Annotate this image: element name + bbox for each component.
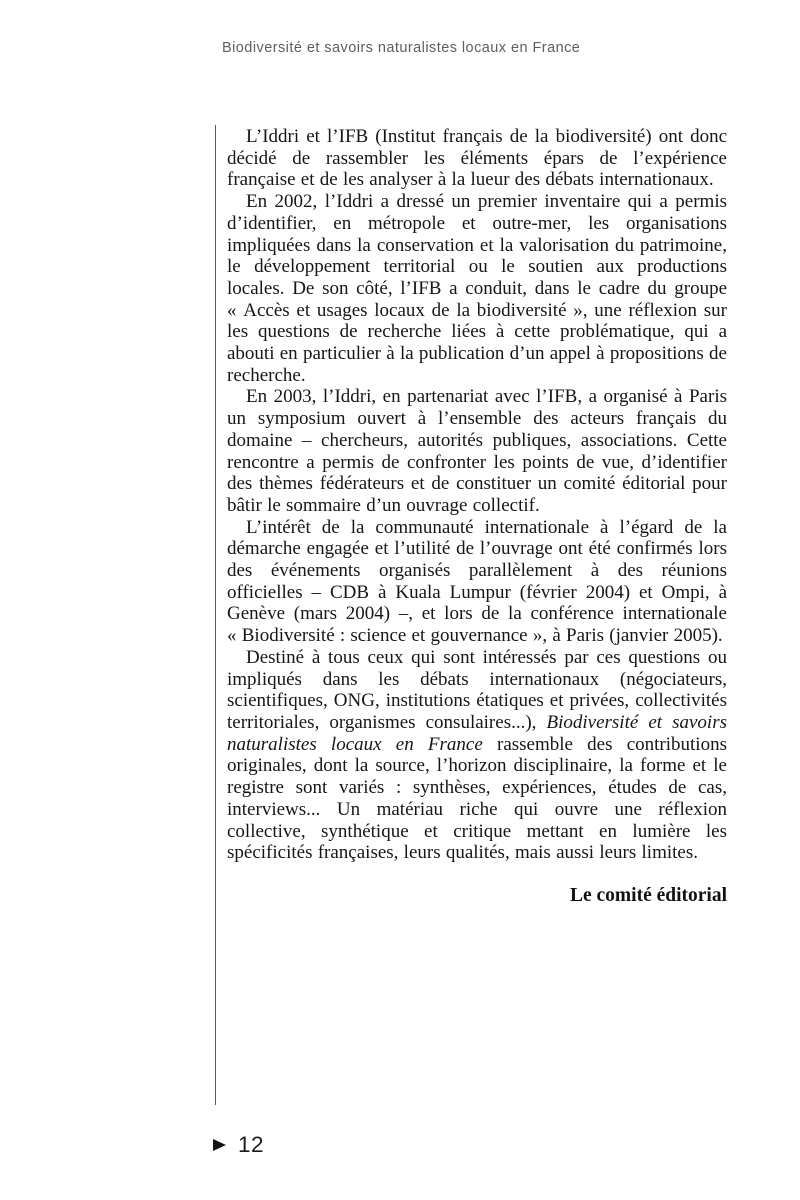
paragraph [227, 386, 727, 516]
page-number: 12 [238, 1132, 265, 1157]
right-triangle-icon [213, 1139, 226, 1151]
paragraph [227, 647, 727, 864]
paragraph [227, 126, 727, 191]
paragraph [227, 517, 727, 647]
page-footer [213, 1132, 264, 1158]
running-header: Biodiversité et savoirs naturalistes locaux en France [222, 40, 581, 56]
paragraph-text: En 2003, l’Iddri, en partenariat avec l’IFB, a organisé à Paris un symposium ouvert à l’ensemble des acteurs français du domaine – chercheurs, autorités publiques, associations. Cette rencontre a permis de confronter les points de vue, d’identifier des thèmes fédérateurs et de constituer un comité éditorial pour bâtir le sommaire d’un ouvrage collectif. [227, 386, 727, 516]
paragraph-text: rassemble des contributions originales, dont la source, l’horizon disciplinaire, la forme et le registre sont variés : synthèses, expériences, études de cas, interviews... Un matériau riche qui ouvre une réflexion collective, synthétique et critique mettant en lumière les spécificités françaises, leurs qualités, mais aussi leurs limites. [227, 733, 727, 864]
page-body [227, 126, 727, 907]
margin-rule [215, 125, 216, 1105]
paragraph-text: L’intérêt de la communauté internationale à l’égard de la démarche engagée et l’utilité de l’ouvrage ont été confirmés lors des événements organisés parallèlement à des réunions officielles – CDB à Kuala Lumpur (février 2004) et Ompi, à Genève (mars 2004) –, et lors de la conférence internationale « Biodiversité : science et gouvernance », à Paris (janvier 2005). [227, 516, 727, 647]
paragraph-text: L’Iddri et l’IFB (Institut français de la biodiversité) ont donc décidé de rassembler les éléments épars de l’expérience française et de les analyser à la lueur des débats internationaux. [227, 126, 727, 191]
book-title-italic: Biodiversité et savoirs naturalistes locaux en France [227, 711, 727, 755]
paragraph-text: Destiné à tous ceux qui sont intéressés par ces questions ou impliqués dans les débats internationaux (négociateurs, scientifiques, ONG, institutions étatiques et privées, collectivités territoriales, organismes consulaires...), [227, 646, 727, 733]
signature: Le comité éditorial [569, 884, 727, 906]
paragraph-container [227, 126, 727, 864]
paragraph-text: En 2002, l’Iddri a dressé un premier inventaire qui a permis d’identifier, en métropole et outre-mer, les organisations impliquées dans la conservation et la valorisation du patrimoine, le développement territorial ou le soutien aux productions locales. De son côté, l’IFB a conduit, dans le cadre du groupe « Accès et usages locaux de la biodiversité », une réflexion sur les questions de recherche liées à cette problématique, qui a abouti en particulier à la publication d’un appel à propositions de recherche. [227, 191, 727, 386]
paragraph [227, 191, 727, 386]
